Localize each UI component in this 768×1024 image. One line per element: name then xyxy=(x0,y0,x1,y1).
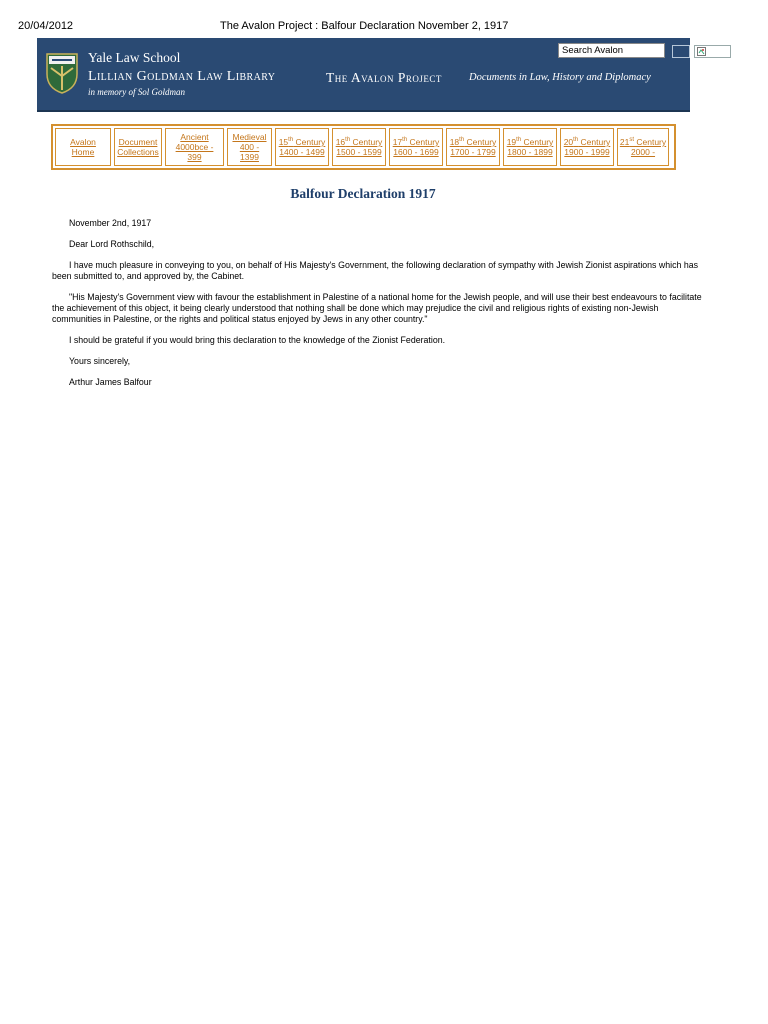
nav-17th-century[interactable] xyxy=(389,128,443,166)
nav-label: 1500 - 1599 xyxy=(336,147,382,157)
search-button[interactable] xyxy=(672,45,690,58)
nav-label: 1900 - 1999 xyxy=(564,147,610,157)
letter-paragraph: I have much pleasure in conveying to you, on behalf of His Majesty's Government, the following declaration of sympathy with Jewish Zionist aspirations which has been submitted to, and approved by, the Cabinet. xyxy=(52,260,699,281)
project-tagline: Documents in Law, History and Diplomacy xyxy=(469,72,651,83)
nav-label: 21 xyxy=(619,137,630,147)
nav-label: 20 xyxy=(563,137,574,147)
document-title: Balfour Declaration 1917 xyxy=(290,186,436,201)
nav-label: 17 xyxy=(392,137,403,147)
nav-label: 1800 - 1899 xyxy=(507,147,553,157)
nav-document-collections[interactable] xyxy=(114,128,162,166)
nav-label: Century xyxy=(407,137,440,147)
nav-label: 15 xyxy=(278,137,289,147)
nav-label: th xyxy=(516,137,522,144)
nav-15th-century[interactable] xyxy=(275,128,329,166)
nav-label: 19 xyxy=(506,137,517,147)
broken-image-icon xyxy=(697,47,706,56)
search-input[interactable]: Search Avalon xyxy=(558,43,665,58)
nav-label: th xyxy=(573,137,579,144)
project-name: The Avalon Project xyxy=(326,70,442,85)
document-body xyxy=(52,218,702,398)
nav-label: Century xyxy=(634,137,667,147)
memory-line: in memory of Sol Goldman xyxy=(88,87,185,97)
nav-label: 1600 - 1699 xyxy=(393,147,439,157)
nav-label: Century xyxy=(293,137,326,147)
nav-label: th xyxy=(402,137,408,144)
century-nav xyxy=(51,124,676,170)
letter-salutation: Dear Lord Rothschild, xyxy=(69,239,155,249)
nav-label: Century xyxy=(578,137,611,147)
nav-label: Collections xyxy=(117,147,159,157)
nav-label: Medieval xyxy=(232,132,267,142)
library-name: Lillian Goldman Law Library xyxy=(88,69,276,84)
nav-21st-century[interactable] xyxy=(617,128,669,166)
nav-label: Ancient xyxy=(180,132,209,142)
nav-avalon-home[interactable] xyxy=(55,128,111,166)
letter-closing: Yours sincerely, xyxy=(69,356,131,366)
nav-label: Document xyxy=(118,137,158,147)
letter-paragraph: I should be grateful if you would bring this declaration to the knowledge of the Zionist Federation. xyxy=(69,335,446,345)
letter-date: November 2nd, 1917 xyxy=(69,218,152,228)
nav-label: 2000 - xyxy=(630,147,656,157)
search-submit-image[interactable] xyxy=(694,45,731,58)
letter-signature: Arthur James Balfour xyxy=(69,377,152,387)
nav-label: 1700 - 1799 xyxy=(450,147,496,157)
nav-label: 1400 - 1499 xyxy=(279,147,325,157)
nav-label: 400 - xyxy=(239,142,260,152)
nav-label: th xyxy=(459,137,465,144)
declaration-paragraph: "His Majesty's Government view with favour the establishment in Palestine of a national home for the Jewish people, and will use their best endeavours to facilitate the achievement of this object, it being clearly understood that nothing shall be done which may prejudice the civil and religious rights of existing non-Jewish communities in Palestine, or the rights and political status enjoyed by Jews in any other country." xyxy=(52,292,702,324)
nav-label: th xyxy=(288,137,294,144)
nav-label: st xyxy=(629,137,634,144)
nav-label: Avalon xyxy=(70,137,96,147)
nav-label: Century xyxy=(521,137,554,147)
yale-shield-icon xyxy=(45,52,79,94)
nav-16th-century[interactable] xyxy=(332,128,386,166)
nav-label: Century xyxy=(350,137,383,147)
nav-label: 399 xyxy=(187,152,202,162)
print-title: The Avalon Project : Balfour Declaration November 2, 1917 xyxy=(220,20,509,32)
nav-label: th xyxy=(345,137,351,144)
nav-label: 1399 xyxy=(240,152,259,162)
nav-label: 16 xyxy=(335,137,346,147)
nav-label: 4000bce - xyxy=(175,142,214,152)
nav-20th-century[interactable] xyxy=(560,128,614,166)
nav-label: Home xyxy=(71,147,95,157)
nav-ancient[interactable] xyxy=(165,128,224,166)
school-name: Yale Law School xyxy=(88,50,181,65)
nav-label: Century xyxy=(464,137,497,147)
print-header xyxy=(0,0,768,36)
print-date: 20/04/2012 xyxy=(18,20,74,32)
nav-18th-century[interactable] xyxy=(446,128,500,166)
nav-medieval[interactable] xyxy=(227,128,272,166)
nav-19th-century[interactable] xyxy=(503,128,557,166)
nav-label: 18 xyxy=(449,137,460,147)
